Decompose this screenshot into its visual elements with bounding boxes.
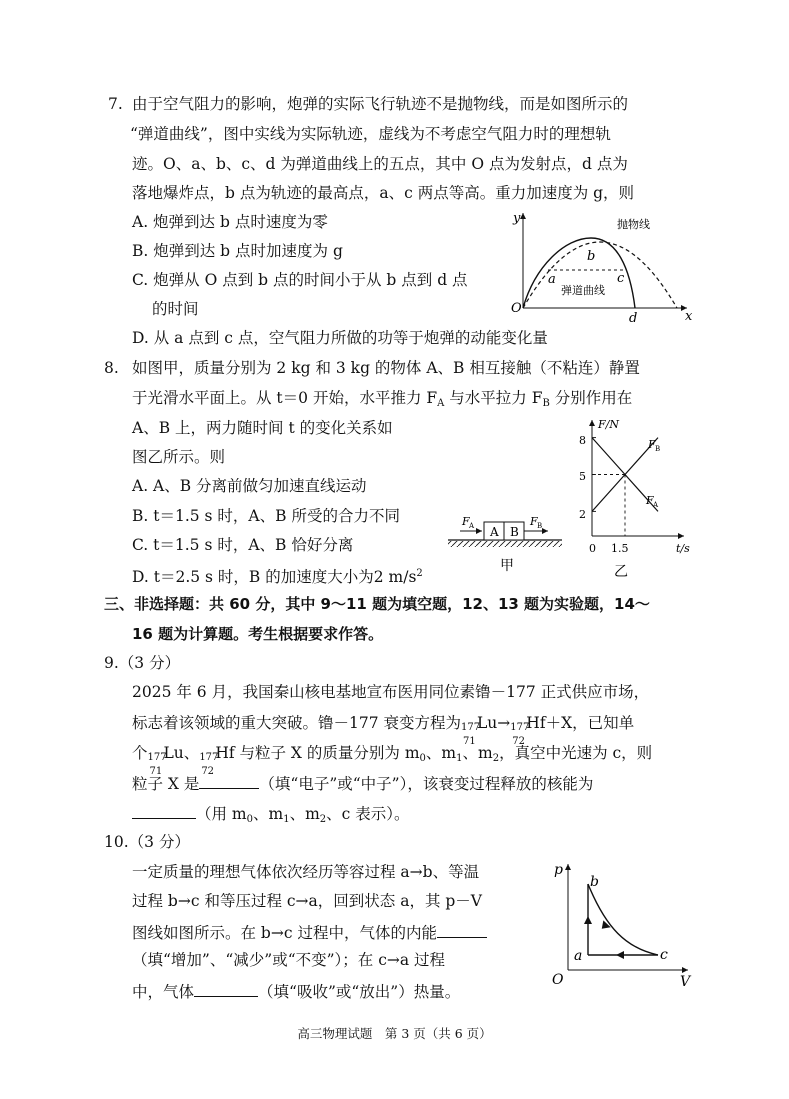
q9-line-5-c: 、m [253,805,284,823]
q10-p-label: p [554,862,563,878]
q8-jia-fa: F [462,515,470,528]
q9-lu-symbol: Lu [477,714,498,732]
q8-option-a: A. A、B 分离前做匀加速直线运动 [132,477,367,495]
section3-line-1: 三、非选择题：共 60 分，其中 9～11 题为填空题，12、13 题为实验题，14～ [104,595,650,613]
q7-option-c: C. 炮弹从 O 点到 b 点的时间小于从 b 点到 d 点 [132,271,468,289]
q10-pv-figure [546,858,696,990]
q8-box-b-label: B [510,525,519,539]
q7-option-c-cont: 的时间 [152,300,199,318]
q8-yi-fb: F [648,438,656,451]
q8-yi-xtick-1-5: 1.5 [611,542,629,555]
q8-yi-ytick-5: 5 [579,470,586,483]
q7-line-1: 由于空气阻力的影响，炮弹的实际飞行轨迹不是抛物线，而是如图所示的 [132,95,629,113]
q7-option-a: A. 炮弹到达 b 点时速度为零 [132,213,328,231]
q8-box-a-label: A [490,525,499,539]
q9-blank-particle[interactable] [199,772,259,789]
q9-hf-symbol-2: Hf [215,744,235,762]
q9-line-4-a: 粒子 X 是 [132,775,200,793]
q7-curve-label: 弹道曲线 [561,284,605,297]
q8-option-d-sup: 2 [416,568,423,579]
q10-c-label: c [660,947,668,963]
q8-line-4: 图乙所示。则 [132,448,226,466]
q8-yi-fa: F [646,494,654,507]
q10-line-3 [132,921,487,943]
q10-b-label: b [590,874,599,890]
q8-sub-a: A [437,398,445,409]
q7-option-b: B. 炮弹到达 b 点时加速度为 g [132,242,343,260]
q8-option-c: C. t＝1.5 s 时，A、B 恰好分离 [132,536,354,554]
q9-line-3-b: 与粒子 X 的质量分别为 m [234,744,420,762]
q9-m2-sub-2: 2 [319,814,327,825]
q7-option-d: D. 从 a 点到 c 点，空气阻力所做的功等于炮弹的动能变化量 [132,329,548,347]
q8-line-2 [132,388,632,414]
q10-a-label: a [574,948,583,964]
q8-option-d-text: D. t＝2.5 s 时，B 的加速度大小为 [132,568,374,586]
q9-hf-z: 72 [512,736,526,747]
q10-v-label: V [680,974,691,990]
q7-point-b: b [587,249,596,264]
q9-line-3-e: ，真空中光速为 c，则 [499,744,653,762]
q9-number: 9.（3 分） [104,654,181,672]
q10-blank-heat[interactable] [194,980,258,997]
q8-yi-y-axis: F/N [598,418,619,431]
q9-lu-mass: 177 [461,722,481,733]
q10-line-5-a: 中，气体 [132,983,195,1001]
q9-line-3 [132,743,653,777]
q8-fig-yi [576,412,696,580]
q9-m0-sub-2: 0 [246,814,253,825]
q9-blank-energy[interactable] [132,802,196,819]
q9-line-2-text: 标志着该领域的重大突破。镥－177 衰变方程为 [132,714,462,732]
q7-x-label: x [685,309,693,324]
q7-parabola-label: 抛物线 [617,218,650,231]
q9-hf-z-2: 72 [201,766,215,777]
q7-number: 7. [108,95,123,113]
q9-line-5-b: （用 m [196,805,247,823]
q10-line-4: （填“增加”、“减少”或“不变”）；在 c→a 过程 [132,951,446,969]
q9-hf-symbol: Hf [526,714,546,732]
q8-yi-origin: 0 [589,542,596,555]
q7-origin-label: O [511,301,522,316]
page-footer: 高三物理试题 第 3 页（共 6 页） [297,1026,492,1041]
q9-line-3-d: 、m [462,744,493,762]
q7-line-3: 迹。O、a、b、c、d 为弹道曲线上的五点，其中 O 点为发射点，d 点为 [132,155,628,173]
q8-yi-ytick-2: 2 [579,508,586,521]
q9-line-3-start: 个 [132,744,148,762]
q8-line-2-part-a: 于光滑水平面上。从 t＝0 开始，水平推力 F [132,389,438,407]
section3-line-2: 16 题为计算题。考生根据要求作答。 [132,625,384,643]
q8-option-b: B. t＝1.5 s 时，A、B 所受的合力不同 [132,507,400,525]
q10-line-3-text: 图线如图所示。在 b→c 过程中，气体的内能 [132,924,437,942]
q8-line-3: A、B 上，两力随时间 t 的变化关系如 [132,419,393,437]
q8-number: 8. [104,359,119,377]
q9-line-4 [132,772,593,794]
q9-lu-mass-2: 177 [147,752,167,763]
q9-lu-symbol-2: Lu [163,744,184,762]
q9-m1-sub: 1 [456,753,463,764]
q9-m0-sub: 0 [419,753,426,764]
q8-sub-b: B [542,398,550,409]
q8-jia-fa-sub: A [469,522,475,530]
q9-line-3-c: 、m [425,744,457,762]
q8-yi-fb-sub: B [655,445,661,453]
q9-line-5 [132,802,410,830]
q9-line-2-end: ＋X，已知单 [545,714,635,732]
q7-line-2: “弹道曲线”，图中实线为实际轨迹，虚线为不考虑空气阻力时的理想轨 [130,125,611,143]
q7-y-label: y [513,211,521,226]
q9-line-2 [132,713,635,747]
q8-option-d [132,564,423,587]
q10-blank-energy[interactable] [437,921,487,938]
q8-fig-jia [446,510,566,582]
q8-yi-x-axis: t/s [676,542,690,555]
q8-yi-ytick-8: 8 [579,434,586,447]
q9-line-1: 2025 年 6 月，我国秦山核电基地宣布医用同位素镥－177 正式供应市场， [132,683,650,701]
q9-line-5-e: 、c 表示）。 [326,805,410,823]
q7-line-4: 落地爆炸点，b 点为轨迹的最高点，a、c 两点等高。重力加速度为 g，则 [132,184,635,202]
q8-yi-fa-sub: A [653,501,659,509]
q9-line-4-b: （填“电子”或“中子”），该衰变过程释放的核能为 [259,775,594,793]
q10-number: 10.（3 分） [104,833,190,851]
q8-jia-fb: F [530,515,538,528]
q10-o-label: O [552,972,564,988]
q8-line-2-part-c: 分别作用在 [549,389,633,407]
q9-m2-sub: 2 [492,753,500,764]
q9-hf-mass: 177 [510,722,530,733]
q9-hf-mass-2: 177 [199,752,219,763]
q7-point-d: d [629,311,638,326]
q9-lu-z: 71 [463,736,476,747]
q9-m1-sub-2: 1 [283,814,290,825]
q9-line-5-d: 、m [289,805,320,823]
q10-line-2: 过程 b→c 和等压过程 c→a，回到状态 a，其 p－V [132,892,482,910]
q10-line-1: 一定质量的理想气体依次经历等容过程 a→b、等温 [132,863,480,881]
q7-trajectory-figure [505,208,695,326]
q8-line-1: 如图甲，质量分别为 2 kg 和 3 kg 的物体 A、B 相互接触（不粘连）静置 [132,359,640,377]
q9-lu-z-2: 71 [149,766,163,777]
q8-line-2-part-b: 与水平拉力 F [444,389,543,407]
q8-option-d-value: 2 m/s [373,568,417,586]
q8-yi-caption: 乙 [614,564,628,580]
q7-point-a: a [548,272,556,287]
q9-arrow: → [497,714,511,732]
q9-line-3-sep: 、 [183,744,200,762]
q10-line-5-b: （填“吸收”或“放出”）热量。 [258,983,461,1001]
q10-line-5 [132,980,460,1002]
q8-jia-caption: 甲 [500,558,514,574]
q8-jia-fb-sub: B [537,522,543,530]
q7-point-c: c [617,271,625,286]
